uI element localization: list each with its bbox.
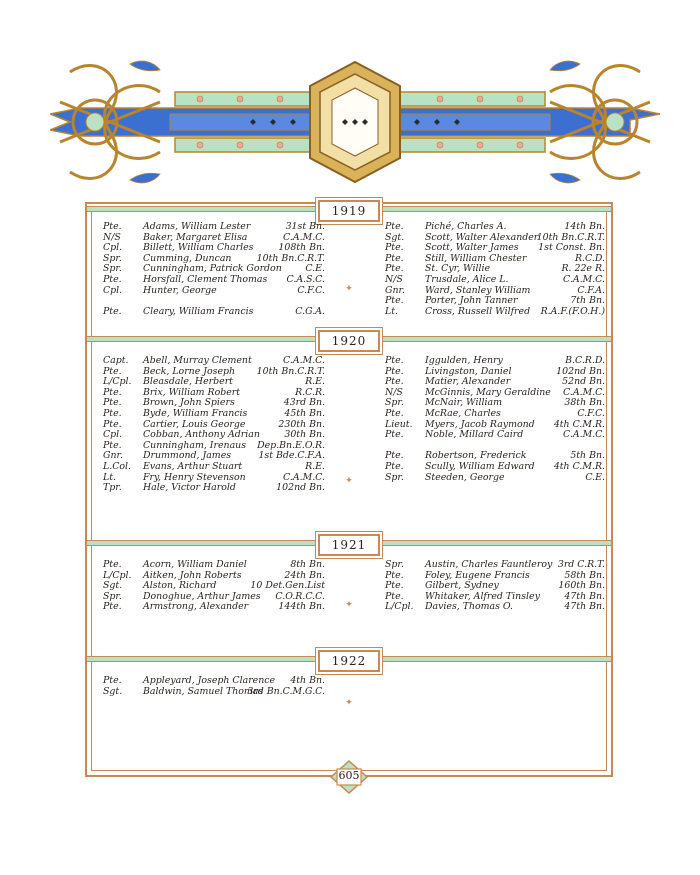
entry-name: Scott, Walter Alexander: [425, 231, 539, 243]
honour-roll-entry: [103, 307, 325, 318]
entry-unit: 43rd Bn.: [283, 397, 325, 409]
entry-rank: Cpl.: [103, 284, 123, 296]
honour-roll-entry: [385, 409, 605, 420]
entry-rank: Pte.: [385, 252, 404, 264]
entry-unit: R.E.: [305, 460, 325, 472]
entry-unit: C.A.M.C.: [563, 429, 605, 441]
honour-roll-entry: [103, 286, 325, 297]
entry-unit: 45th Bn.: [284, 407, 325, 419]
entry-unit: 3rd C.R.T.: [557, 559, 605, 570]
entry-name: Ward, Stanley William: [425, 284, 531, 296]
entry-unit: 8th Bn.: [290, 559, 325, 570]
entry-rank: Cpl.: [103, 429, 123, 441]
entry-name: Appleyard, Joseph Clarence: [143, 675, 276, 686]
entry-unit: C.F.C.: [297, 284, 325, 296]
entry-rank: Pte.: [385, 580, 404, 592]
entry-name: Armstrong, Alexander: [143, 601, 249, 613]
entry-rank: Pte.: [103, 675, 122, 686]
entry-unit: C.E.: [305, 263, 325, 275]
names-column-right: [385, 356, 605, 483]
entry-rank: Spr.: [103, 252, 122, 264]
honour-roll-entry: [103, 602, 325, 613]
entry-unit: 108th Bn.: [278, 242, 325, 254]
entry-name: Acorn, William Daniel: [143, 559, 247, 570]
entry-name: Adams, William Lester: [143, 221, 251, 232]
entry-rank: Pte.: [103, 407, 122, 419]
entry-unit: 38th Bn.: [564, 397, 605, 409]
entry-rank: Pte.: [385, 295, 404, 307]
entry-rank: Spr.: [385, 397, 404, 409]
honour-roll-entry: [103, 462, 325, 473]
entry-rank: Pte.: [385, 355, 404, 366]
names-column-left: [103, 560, 325, 613]
honour-roll-entry: [103, 356, 325, 367]
star-ornament: ✦: [345, 600, 353, 610]
honour-roll-entry: [103, 676, 325, 687]
entry-unit: R.C.D.: [574, 252, 605, 264]
entry-unit: 102nd Bn.: [556, 365, 605, 377]
entry-name: Brown, John Spiers: [143, 397, 235, 409]
entry-name: Noble, Millard Caird: [425, 429, 524, 441]
entry-unit: 10 Det.Gen.List: [250, 580, 325, 592]
entry-name: Cross, Russell Wilfred: [425, 305, 531, 317]
entry-rank: Pte.: [385, 429, 404, 441]
honour-roll-entry: [103, 222, 325, 233]
entry-name: McRae, Charles: [425, 407, 501, 419]
entry-name: Hale, Victor Harold: [143, 482, 236, 494]
entry-name: McNair, William: [425, 397, 502, 409]
entry-name: Baker, Margaret Elisa: [143, 231, 248, 243]
entry-name: Billett, William Charles: [143, 242, 254, 254]
entry-unit: 58th Bn.: [564, 569, 605, 581]
names-column-right: [385, 222, 605, 317]
entry-rank: Pte.: [385, 263, 404, 275]
entry-name: Aitken, John Roberts: [143, 569, 242, 581]
entry-unit: 10th Bn.C.R.T.: [256, 365, 325, 377]
entry-name: Drummond, James: [143, 450, 232, 462]
honour-roll-entry: [385, 275, 605, 286]
entry-unit: 160th Bn.: [558, 580, 605, 592]
entry-unit: 52nd Bn.: [562, 376, 605, 388]
entry-rank: Pte.: [103, 221, 122, 232]
honour-roll-entry: [103, 687, 325, 698]
honour-roll-entry: [385, 430, 605, 441]
entry-unit: 47th Bn.: [564, 590, 605, 602]
entry-unit: 102nd Bn.: [276, 482, 325, 494]
page-number: 605: [338, 769, 360, 782]
entry-unit: C.A.M.C.: [283, 471, 325, 483]
star-ornament: ✦: [345, 476, 353, 486]
entry-rank: Pte.: [103, 418, 122, 430]
roll-of-honour-frame: [85, 202, 613, 777]
entry-name: Matier, Alexander: [425, 376, 511, 388]
honour-roll-entry: [385, 222, 605, 233]
honour-roll-entry: [103, 409, 325, 420]
entry-unit: 31st Bn.: [285, 221, 325, 232]
entry-rank: L/Cpl.: [385, 601, 414, 613]
entry-rank: Pte.: [103, 397, 122, 409]
entry-unit: Dep.Bn.E.O.R.: [257, 439, 325, 451]
page-number-badge: [330, 760, 368, 794]
entry-name: Trusdale, Alice L.: [425, 273, 509, 285]
entry-name: Austin, Charles Fauntleroy: [425, 559, 553, 570]
entry-unit: 1st Const. Bn.: [538, 242, 605, 254]
entry-name: Livingston, Daniel: [425, 365, 512, 377]
entry-unit: C.G.A.: [295, 305, 325, 317]
names-column-right: [385, 560, 605, 613]
entry-name: Foley, Eugene Francis: [425, 569, 530, 581]
decorative-header-ornament: [50, 52, 660, 192]
entry-rank: Pte.: [385, 590, 404, 602]
entry-name: Cobban, Anthony Adrian: [143, 429, 260, 441]
entry-name: Steeden, George: [425, 471, 505, 483]
entry-rank: Lt.: [385, 305, 398, 317]
entry-rank: Pte.: [103, 601, 122, 613]
entry-rank: Pte.: [103, 559, 122, 570]
entry-name: Bleasdale, Herbert: [143, 376, 233, 388]
year-heading-1919: 1919: [318, 200, 380, 222]
entry-rank: Sgt.: [103, 685, 123, 697]
entry-name: McGinnis, Mary Geraldine: [425, 386, 551, 398]
entry-name: St. Cyr, Willie: [425, 263, 491, 275]
entry-name: Robertson, Frederick: [425, 450, 527, 462]
entry-unit: C.F.C.: [577, 407, 605, 419]
entry-unit: C.A.S.C.: [286, 273, 325, 285]
entry-unit: 230th Bn.: [278, 418, 325, 430]
entry-name: Abell, Murray Clement: [143, 355, 252, 366]
entry-unit: R. 22e R.: [561, 263, 605, 275]
entry-rank: Spr.: [103, 590, 122, 602]
entry-unit: 10th Bn.C.R.T.: [256, 252, 325, 264]
entry-rank: Pte.: [103, 386, 122, 398]
names-column-left: [103, 676, 325, 697]
entry-name: Hunter, George: [143, 284, 217, 296]
entry-name: Alston, Richard: [143, 580, 217, 592]
entry-unit: 144th Bn.: [278, 601, 325, 613]
entry-name: Fry, Henry Stevenson: [143, 471, 246, 483]
honour-roll-entry: [385, 462, 605, 473]
entry-unit: C.E.: [585, 471, 605, 483]
entry-name: Cunningham, Irenaus: [143, 439, 247, 451]
entry-unit: R.C.R.: [295, 386, 325, 398]
entry-rank: N/S: [385, 273, 403, 285]
entry-name: Baldwin, Samuel Thomas: [143, 685, 264, 697]
entry-rank: Pte.: [385, 460, 404, 472]
entry-unit: 24th Bn.: [284, 569, 325, 581]
entry-rank: Tpr.: [103, 482, 122, 494]
entry-unit: 30th Bn.: [284, 429, 325, 441]
entry-name: Cleary, William Francis: [143, 305, 254, 317]
entry-name: Myers, Jacob Raymond: [425, 418, 535, 430]
entry-rank: Pte.: [103, 439, 122, 451]
entry-rank: Sgt.: [385, 231, 405, 243]
honour-roll-entry: [385, 560, 605, 571]
entry-unit: R.A.F.(F.O.H.): [540, 305, 605, 317]
star-ornament: ✦: [345, 284, 353, 294]
entry-rank: Sgt.: [103, 580, 123, 592]
entry-unit: 5th Bn.: [570, 450, 605, 462]
entry-name: Davies, Thomas O.: [425, 601, 514, 613]
entry-unit: B.C.R.D.: [565, 355, 605, 366]
entry-unit: 7th Bn.: [570, 295, 605, 307]
entry-unit: 1st Bde.C.F.A.: [258, 450, 325, 462]
entry-unit: R.E.: [305, 376, 325, 388]
honour-roll-entry: [103, 275, 325, 286]
entry-rank: Lieut.: [385, 418, 413, 430]
entry-rank: Pte.: [385, 242, 404, 254]
entry-name: Cumming, Duncan: [143, 252, 232, 264]
year-heading-1920: 1920: [318, 330, 380, 352]
entry-unit: 4th Bn.: [290, 675, 325, 686]
entry-name: Whitaker, Alfred Tinsley: [425, 590, 540, 602]
year-heading-1921: 1921: [318, 534, 380, 556]
entry-rank: Pte.: [103, 365, 122, 377]
entry-rank: Pte.: [103, 305, 122, 317]
entry-rank: N/S: [385, 386, 403, 398]
entry-rank: Spr.: [385, 471, 404, 483]
entry-unit: 4th C.M.R.: [553, 460, 605, 472]
names-column-left: [103, 222, 325, 317]
entry-rank: Pte.: [385, 450, 404, 462]
entry-unit: C.A.M.C.: [283, 355, 325, 366]
entry-name: Still, William Chester: [425, 252, 527, 264]
entry-rank: Pte.: [385, 221, 404, 232]
entry-unit: C.A.M.C.: [283, 231, 325, 243]
entry-unit: 3rd Bn.C.M.G.C.: [247, 685, 325, 697]
entry-rank: Spr.: [385, 559, 404, 570]
entry-unit: 47th Bn.: [564, 601, 605, 613]
entry-rank: L/Cpl.: [103, 376, 132, 388]
entry-name: Horsfall, Clement Thomas: [143, 273, 268, 285]
entry-rank: Pte.: [385, 407, 404, 419]
star-ornament: ✦: [345, 698, 353, 708]
entry-name: Beck, Lorne Joseph: [143, 365, 236, 377]
entry-rank: Gnr.: [103, 450, 123, 462]
entry-name: Cunningham, Patrick Gordon: [143, 263, 282, 275]
entry-name: Scott, Walter James: [425, 242, 519, 254]
honour-roll-entry: [385, 307, 605, 318]
entry-name: Gilbert, Sydney: [425, 580, 499, 592]
entry-rank: Pte.: [385, 569, 404, 581]
entry-name: Evans, Arthur Stuart: [143, 460, 243, 472]
entry-rank: L.Col.: [103, 460, 132, 472]
honour-roll-entry: [385, 356, 605, 367]
year-heading-1922: 1922: [318, 650, 380, 672]
entry-name: Cartier, Louis George: [143, 418, 246, 430]
entry-unit: C.F.A.: [577, 284, 605, 296]
entry-unit: 4th C.M.R.: [553, 418, 605, 430]
honour-roll-entry: [103, 483, 325, 494]
entry-unit: 10th Bn.C.R.T.: [536, 231, 605, 243]
entry-rank: L/Cpl.: [103, 569, 132, 581]
entry-name: Piché, Charles A.: [425, 221, 507, 232]
entry-unit: C.O.R.C.C.: [275, 590, 325, 602]
entry-rank: Pte.: [385, 365, 404, 377]
entry-rank: Cpl.: [103, 242, 123, 254]
entry-name: Scully, William Edward: [425, 460, 535, 472]
entry-rank: Pte.: [103, 273, 122, 285]
entry-rank: Capt.: [103, 355, 129, 366]
entry-rank: Pte.: [385, 376, 404, 388]
entry-name: Brix, William Robert: [143, 386, 241, 398]
entry-name: Iggulden, Henry: [425, 355, 503, 366]
entry-unit: C.A.M.C.: [563, 273, 605, 285]
honour-roll-entry: [385, 602, 605, 613]
entry-name: Porter, John Tanner: [425, 295, 518, 307]
entry-rank: Gnr.: [385, 284, 405, 296]
entry-name: Donoghue, Arthur James: [143, 590, 261, 602]
entry-rank: Lt.: [103, 471, 116, 483]
entry-rank: N/S: [103, 231, 121, 243]
entry-name: Byde, William Francis: [143, 407, 248, 419]
entry-unit: 14th Bn.: [564, 221, 605, 232]
honour-roll-entry: [103, 560, 325, 571]
honour-roll-entry: [385, 473, 605, 484]
names-column-left: [103, 356, 325, 494]
entry-rank: Spr.: [103, 263, 122, 275]
entry-unit: C.A.M.C.: [563, 386, 605, 398]
